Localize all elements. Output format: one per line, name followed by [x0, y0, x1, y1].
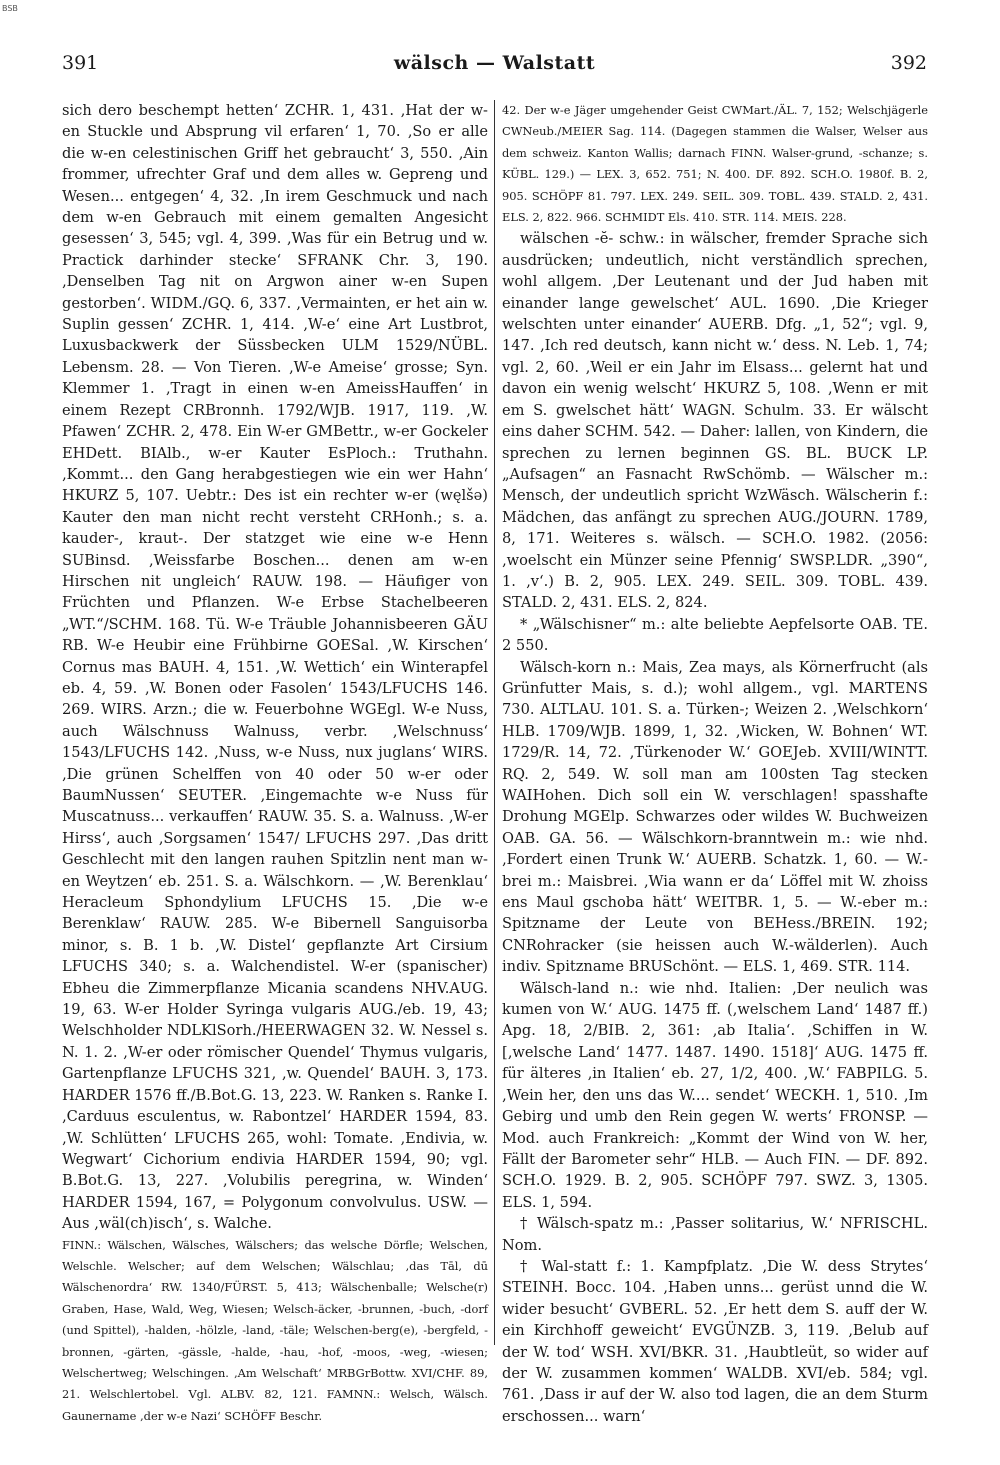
- column-divider: [494, 100, 495, 1345]
- library-watermark: BSB: [2, 4, 18, 13]
- entry-wal-statt: † Wal-statt f.: 1. Kampfplatz. ‚Die W. dess Strytes‘ STEINH. Bocc. 104. ‚Haben unns... gerüst unnd die W. wider besucht‘ GVBERL. 52. ‚Er hett dem S. auff der W. ein Kirchhoff geweicht‘ EVGÜNZB. 3, 119. ‚Belub auf der W. tod‘ WSH. XVI/BKR. 31. ‚Haubtleüt, so wider auf der W. zusammen kommen‘ WALDB. XVI/eb. 584; vgl. 761. ‚Dass ir auf der W. also tod lagen, die an dem Sturm erschossen... warn‘: [502, 1257, 928, 1425]
- entry-waelschen: wälschen -ĕ- schw.: in wälscher, fremder Sprache sich ausdrücken; undeutlich, nicht verständlich sprechen, wohl allgem. ‚Der Leutenant und der Jud haben mit einander lange gewelschet‘ AUL. 1690. ‚Die Krieger welschten unter einander‘ AUERB. Dfg. „1, 52“; vgl. 9, 147. ‚Ich red deutsch, kann nicht w.‘ dess. N. Leb. 1, 74; vgl. 2, 60. ‚Weil er ein Jahr im Elsass... gelernt hat und davon ein wenig welscht‘ HKURZ 5, 108. ‚Wenn er mit em S. gwelschet hätt‘ WAGN. Schulm. 33. Er wälscht eins daher SCHM. 542. — Daher: lallen, von Kindern, die sprechen zu lernen beginnen GS. BL. BUCK LP. „Aufsagen“ an Fasnacht RwSchömb. — Wälscher m.: Mensch, der undeutlich spricht WzWäsch. Wälscherin f.: Mädchen, das anfängt zu sprechen AUG./JOURN. 1789, 8, 171. Weiteres s. wälsch. — SCH.O. 1982. (2056: ‚woelscht ein Münzer seine Pfennig‘ SWSP.LDR. „390“, 1. ‚v‘.) B. 2, 905. LEX. 249. SEIL. 309. TOBL. 439. STALD. 2, 431. ELS. 2, 824.: [502, 230, 928, 612]
- entry-waelsch-korn: Wälsch-korn n.: Mais, Zea mays, als Körnerfrucht (als Grünfutter Mais, s. d.); wohl allgem., vgl. MARTENS 730. ALTLAU. 101. S. a. Türken-; Weizen 2. ‚Welschkorn‘ HLB. 1709/WJB. 1899, 1, 32. ‚Wicken, W. Bohnen‘ WT. 1729/R. 14, 72. ‚Türkenoder W.‘ GOEJeb. XVIII/WINTT. RQ. 2, 549. W. soll man am 100sten Tag stecken WAIHohen. Dich soll ein W. verschlagen! spasshafte Drohung MGElp. Schwarzes oder wildes W. Buchweizen OAB. GA. 56. — Wälschkorn-branntwein m.: wie nhd. ‚Fordert einen Trunk W.‘ AUERB. Schatzk. 1, 60. — W.-brei m.: Maisbrei. ‚Wia wann er da‘ Löffel mit W. zhoiss ens Maul gschoba hätt‘ WEITBR. 1, 5. — W.-eber m.: Spitzname der Leute von BEHess./BREIN. 192; CNRohracker (sie heissen auch W.-wälderlen). Auch indiv. Spitzname BRUSchönt. — ELS. 1, 469. STR. 114.: [502, 658, 928, 976]
- page-number-left: 391: [62, 52, 99, 74]
- running-title: wälsch — Walstatt: [393, 52, 596, 74]
- page-header: [62, 52, 927, 82]
- page-number-right: 392: [890, 52, 927, 74]
- entry-waelsch-spatz: † Wälsch-spatz m.: ‚Passer solitarius, W.‘ NFRISCHL. Nom.: [502, 1215, 928, 1254]
- entry-text: sich dero beschempt hetten‘ ZCHR. 1, 431. ‚Hat der w-en Stuckle und Absprung vil erfaren‘ 1, 70. ‚So er alle die w-en celestinischen Griff het gebraucht‘ 3, 550. ‚Ain frommer, ufrechter Graf und dem alles w. Gepreng und Wesen... entgegen‘ 4, 32. ‚In irem Geschmuck und nach dem w-en Gebrauch mit einem gemalten Angesicht gesessen‘ 3, 545; vgl. 4, 399. ‚Was für ein Betrug und w. Practick darhinder stecke‘ SFRANK Chr. 3, 190. ‚Denselben Tag nit on Argwon ainer w-en Supen gestorben‘. WIDM./GQ. 6, 337. ‚Vermainten, er het ain w. Suplin gessen‘ ZCHR. 1, 414. ‚W-e‘ eine Art Lustbrot, Luxusbackwerk der Süssbecken ULM 1529/NÜBL. Lebensm. 28. — Von Tieren. ‚W-e Ameise‘ grosse; Syn. Klemmer 1. ‚Tragt in einen w-en AmeissHauffen‘ in einem Rezept CRBronnh. 1792/WJB. 1917, 119. ‚W. Pfawen‘ ZCHR. 2, 478. Ein W-er GMBettr., w-er Gockeler EHDett. BIAlb., w-er Kauter EsPloch.: Truthahn. ‚Kommt... den Gang herabgestiegen wie ein wer Hahn‘ HKURZ 5, 107. Uebtr.: Des ist ein rechter w-er (węlšə) Kauter den man nicht recht versteht CRHonh.; s. a. kauder-, kraut-. Der statzget wie eine w-e Henn SUBinsd. ‚Weissfarbe Boschen... denen am w-en Hirschen nit ungleich‘ RAUW. 198. — Häufiger von Früchten und Pflanzen. W-e Erbse Stachelbeeren „WT.“/SCHM. 168. Tü. W-e Träuble Johannisbeeren GÄU RB. W-e Heubir eine Frühbirne GOESal. ‚W. Kirschen‘ Cornus mas BAUH. 4, 151. ‚W. Wettich‘ ein Winterapfel eb. 4, 59. ‚W. Bonen oder Fasolen‘ 1543/LFUCHS 146. 269. WIRS. Arzn.; die w. Feuerbohne WGEgl. W-e Nuss, auch Wälschnuss Walnuss, verbr. ‚Welschnuss‘ 1543/LFUCHS 142. ‚Nuss, w-e Nuss, nux juglans‘ WIRS. ‚Die grünen Schelffen von 40 oder 50 w-er oder BaumNussen‘ SEUTER. ‚Eingemachte w-e Nuss für Muscatnuss... verkauffen‘ RAUW. 35. S. a. Walnuss. ‚W-er Hirss‘, auch ‚Sorgsamen‘ 1547/ LFUCHS 297. ‚Das dritt Geschlecht mit den langen rauhen Spitzlin nent man w-en Weytzen‘ eb. 251. S. a. Wälschkorn. — ‚W. Berenklau‘ Heracleum Sphondylium LFUCHS 15. ‚Die w-e Berenklaw‘ RAUW. 285. W-e Bibernell Sanguisorba minor, s. B. 1 b. ‚W. Distel‘ gepflanzte Art Cirsium LFUCHS 340; s. a. Walchendistel. W-er (spanischer) Ebheu die Zimmerpflanze Micania scandens NHV.AUG. 19, 63. W-er Holder Syringa vulgaris AUG./eb. 19, 43; Welschholder NDLKlSorh./HEERWAGEN 32. W. Nessel s. N. 1. 2. ‚W-er oder römischer Quendel‘ Thymus vulgaris, Gartenpflanze LFUCHS 321, ‚w. Quendel‘ BAUH. 3, 173. HARDER 1576 ff./B.Bot.G. 13, 223. W. Ranken s. Ranke I. ‚Carduus esculentus, w. Rabontzel‘ HARDER 1594, 83. ‚W. Schlütten‘ LFUCHS 265, wohl: Tomate. ‚Endivia, w. Wegwart‘ Cichorium endivia HARDER 1594, 90; vgl. B.Bot.G. 13, 227. ‚Volubilis peregrina, w. Winden‘ HARDER 1594, 167, = Polygonum convolvulus. USW. — Aus ‚wäl(ch)isch‘, s. Walche.: [62, 102, 488, 1233]
- entry-waelsch-land: Wälsch-land n.: wie nhd. Italien: ‚Der neulich was kumen von W.‘ AUG. 1475 ff. (‚welschem Land‘ 1487 ff.) Apg. 18, 2/BIB. 2, 361: ‚ab Italia‘. ‚Schiffen in W. [‚welsche Land‘ 1477. 1487. 1490. 1518]‘ AUG. 1475 ff. für älteres ‚in Italien‘ eb. 27, 1/2, 400. ‚W.‘ FABPILG. 5. ‚Wein her, den uns das W.... sendet‘ WECKH. 1, 510. ‚Im Gebirg und umb den Rein gegen W. werts‘ FRONSP. — Mod. auch Frankreich: „Kommt der Wind von W. her, Fällt der Barometer sehr“ HLB. — Auch FIN. — DF. 892. SCH.O. 1929. B. 2, 905. SCHÖPF 797. SWZ. 3, 1305. ELS. 1, 594.: [502, 979, 928, 1211]
- entry-place-names: FINN.: Wälschen, Wälsches, Wälschers; das welsche Dörfle; Welschen, Welschle. Welscher; auf dem Welschen; Wälschlau; ‚das Tāl, dū Wälschenordra‘ RW. 1340/FÜRST. 5, 413; Wälschenballe; Welsche(r) Graben, Hase, Wald, Weg, Wiesen; Welsch-äcker, -brunnen, -buch, -dorf (und Spittel), -halden, -hölzle, -land, -täle; Welschen-berg(e), -bergfeld, -bronnen, -gärten, -gässle, -halde, -hau, -hof, -moos, -weg, -wiesen; Welschertweg; Welschingen. ‚Am Welschaft‘ MRBGrBottw. XVI/CHF. 89, 21. Welschlertobel. Vgl. ALBV. 82, 121. FAMNN.: Welsch, Wälsch. Gaunername ‚der w-e Nazi‘ SCHÖFF Beschr.: [62, 1237, 488, 1423]
- entry-references: 42. Der w-e Jäger umgehender Geist CWMart./ÄL. 7, 152; Welschjägerle CWNeub./MEIER Sag. 114. (Dagegen stammen die Walser, Welser aus dem schweiz. Kanton Wallis; darnach FINN. Walser-grund, -schanze; s. KÜBL. 129.) — LEX. 3, 652. 751; N. 400. DF. 892. SCH.O. 1980f. B. 2, 905. SCHÖPF 81. 797. LEX. 249. SEIL. 309. TOBL. 439. STALD. 2, 431. ELS. 2, 822. 966. SCHMIDT Els. 410. STR. 114. MEIS. 228.: [502, 103, 928, 225]
- right-column: [502, 100, 928, 1427]
- entry-waelschisner: * „Wälschisner“ m.: alte beliebte Aepfelsorte OAB. TE. 2 550.: [502, 615, 928, 655]
- left-column: [62, 100, 488, 1427]
